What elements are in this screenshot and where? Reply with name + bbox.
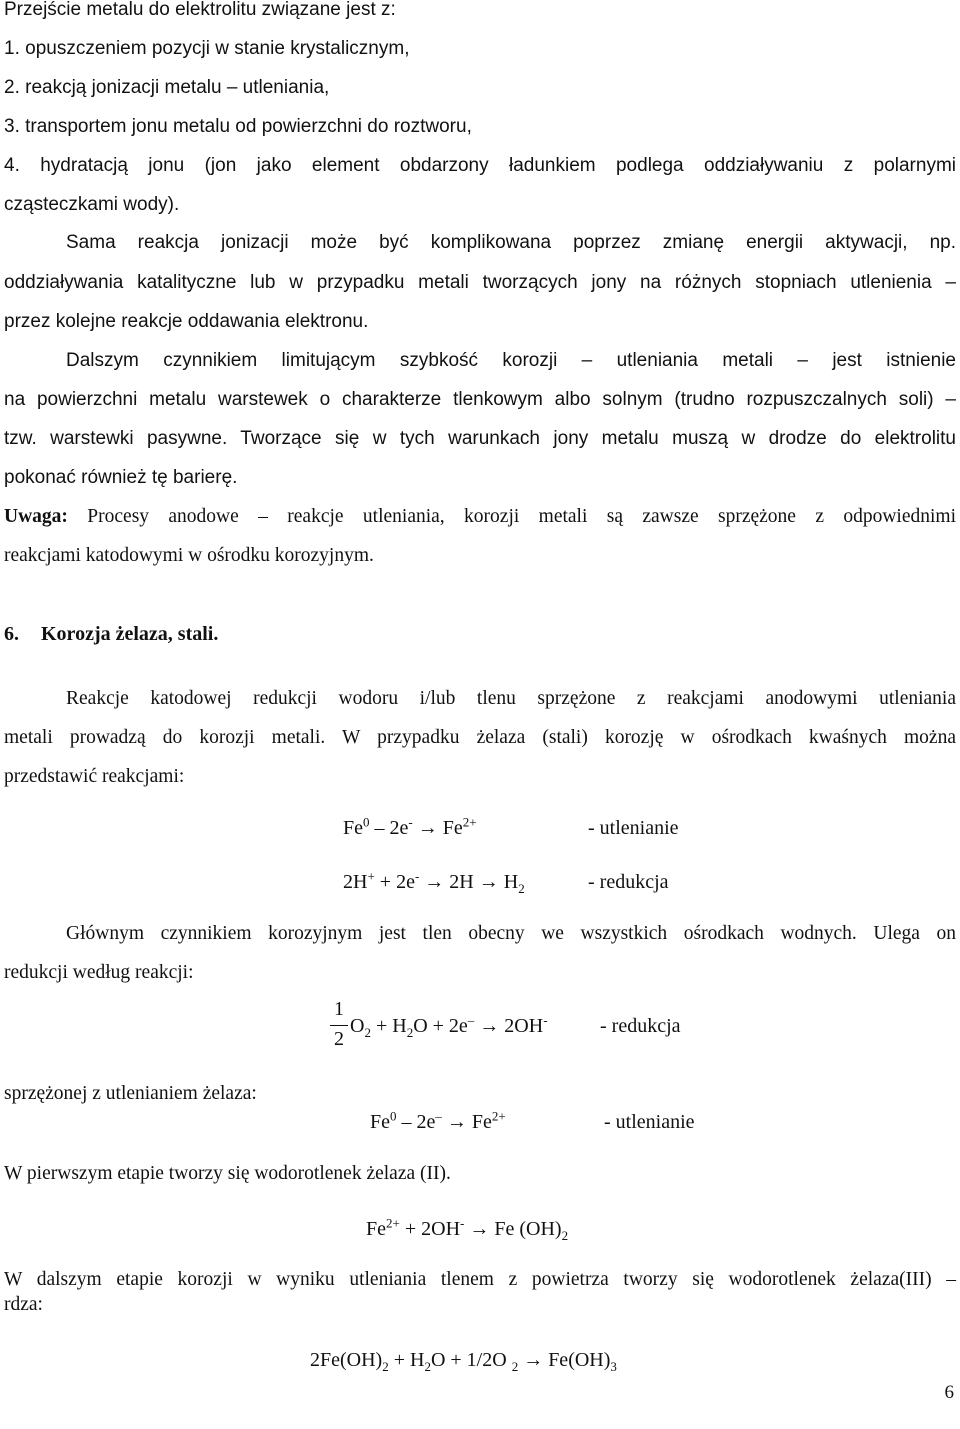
section-title: Korozja żelaza, stali. [41, 623, 219, 645]
fraction-one-half: 1 2 [330, 998, 348, 1051]
equation-label: - utlenianie [604, 1111, 695, 1133]
equation-reduction-h: $2H^+ + 2e^- \to 2H \to H_2$ [343, 868, 525, 896]
list-item: 2. reakcją jonizacji metalu – utleniania, [4, 77, 330, 98]
equation-reduction-o2: $O_2 + H_2O + 2e^- \to 2OH^-$ [350, 1012, 548, 1040]
paragraph-line: Głównym czynnikiem korozyjnym jest tlen obecny we wszystkich ośrodkach wodnych. Ulega on [66, 923, 956, 944]
paragraph-line: na powierzchni metalu warstewek o charakterze tlenkowym albo solnym (trudno rozpuszczalnych soli) – [4, 389, 956, 410]
intro-text: Przejście metalu do elektrolitu związane jest z: [4, 0, 396, 20]
equation-fe-oh-2: $Fe^{2+} + 2OH^- \to Fe$ $(OH)_2$ [366, 1215, 569, 1243]
section-heading [4, 621, 218, 647]
list-item: cząsteczkami wody). [4, 194, 180, 215]
note-line [4, 504, 956, 530]
paragraph-line: oddziaływania katalityczne lub w przypadku metali tworzących jony na różnych stopniach utlenienia – [4, 272, 956, 293]
list-item: 4. hydratacją jonu (jon jako element obdarzony ładunkiem podlega oddziaływaniu z polarnymi [4, 155, 956, 176]
equation-label: - redukcja [600, 1015, 681, 1037]
equation-label: - utlenianie [588, 817, 679, 839]
section-number: 6. [4, 623, 19, 645]
paragraph-line: Sama reakcja jonizacji może być komplikowana poprzez zmianę energii aktywacji, np. [66, 232, 956, 253]
equation-oxidation-fe: $Fe^0 - 2e^- \to Fe^{2+}$ [343, 814, 477, 839]
paragraph-line: sprzężonej z utlenianiem żelaza: [4, 1083, 257, 1104]
note-line: reakcjami katodowymi w ośrodku korozyjnym. [4, 545, 374, 566]
list-item: 1. opuszczeniem pozycji w stanie krystalicznym, [4, 38, 410, 59]
paragraph-line: pokonać również tę barierę. [4, 467, 238, 488]
paragraph-line: przedstawić reakcjami: [4, 766, 185, 787]
equation-fe-oh-3: $2Fe(OH)_2 + H_2O + 1/2O$ $_2 \to Fe(OH)_3$ [310, 1349, 617, 1374]
paragraph-line: W dalszym etapie korozji w wyniku utleniania tlenem z powietrza tworzy się wodorotlenek żelaza(III) – [4, 1269, 956, 1290]
paragraph-line: W pierwszym etapie tworzy się wodorotlenek żelaza (II). [4, 1163, 451, 1184]
list-item: 3. transportem jonu metalu od powierzchni do roztworu, [4, 116, 472, 137]
paragraph-line: tzw. warstewki pasywne. Tworzące się w tych warunkach jony metalu muszą w drodze do elektrolitu [4, 428, 956, 449]
page-number: 6 [944, 1382, 954, 1403]
note-label: Uwaga: [4, 506, 68, 527]
paragraph-line: Reakcje katodowej redukcji wodoru i/lub tlenu sprzężone z reakcjami anodowymi utleniania [66, 688, 956, 709]
paragraph-line: rdza: [4, 1294, 43, 1315]
paragraph-line: Dalszym czynnikiem limitującym szybkość korozji – utleniania metali – jest istnienie [66, 350, 956, 371]
paragraph-line: redukcji według reakcji: [4, 962, 194, 983]
note-text: Procesy anodowe – reakcje utleniania, korozji metali są zawsze sprzężone z odpowiednimi [87, 506, 957, 527]
equation-oxidation-fe-2: $Fe^0 - 2e^- \to Fe^{2+}$ [370, 1108, 506, 1133]
equation-label: - redukcja [588, 871, 669, 893]
paragraph-line: metali prowadzą do korozji metali. W przypadku żelaza (stali) korozję w ośrodkach kwaśnych można [4, 727, 956, 748]
paragraph-line: przez kolejne reakcje oddawania elektronu. [4, 311, 369, 332]
